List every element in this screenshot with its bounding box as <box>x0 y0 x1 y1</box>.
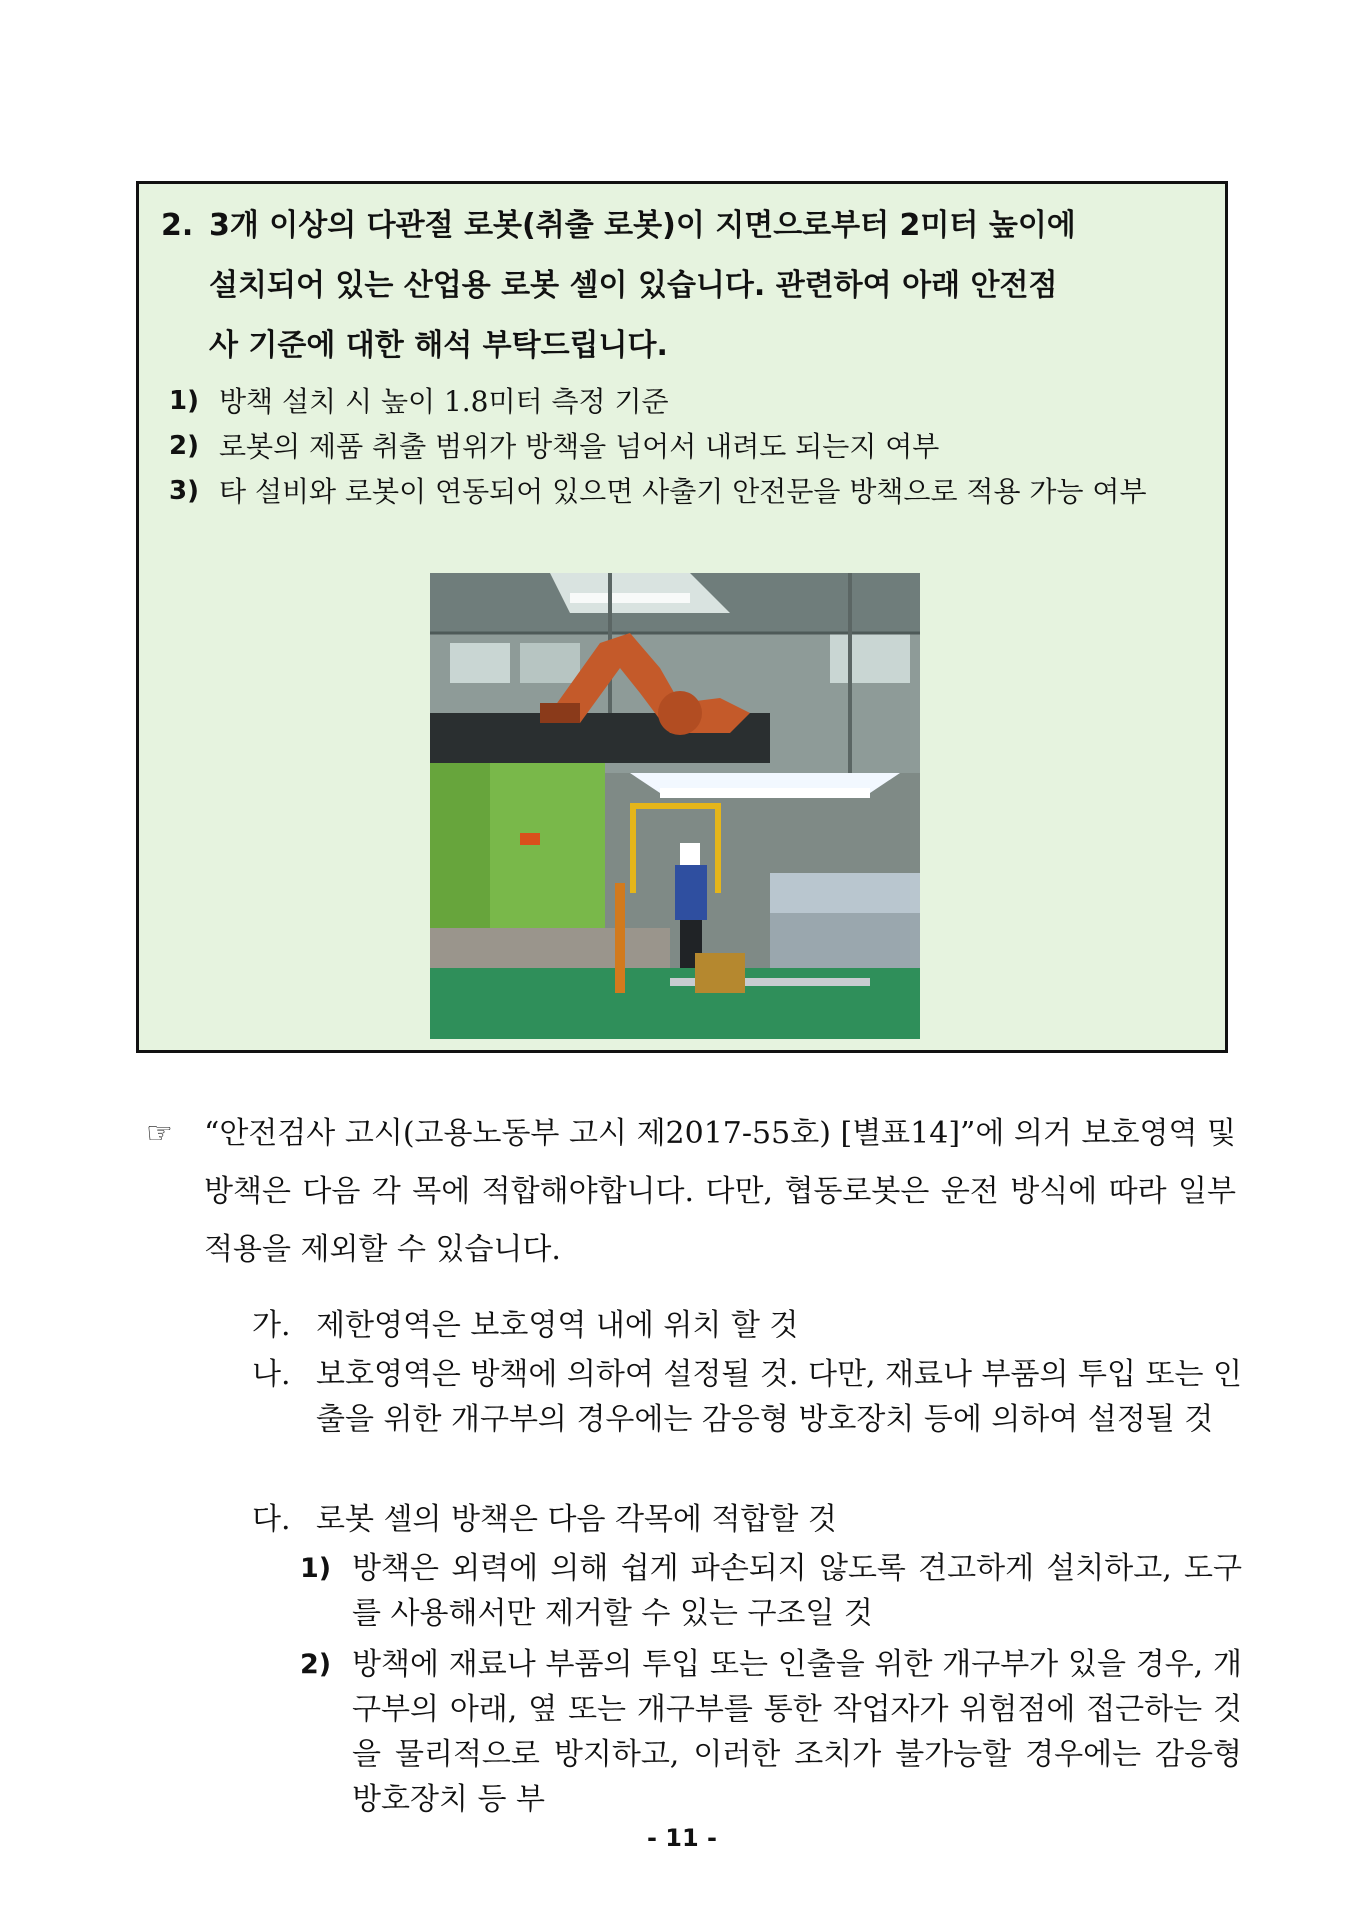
answer-subsubitem-text: 방책에 재료나 부품의 투입 또는 인출을 위한 개구부가 있을 경우, 개구부의 아래, 옆 또는 개구부를 통한 작업자가 위험점에 접근하는 것을 물리적으로 방지하고, 이러한 조치가 불가능할 경우에는 감응형 방호장치 등 부 <box>352 1647 1242 1817</box>
question-item <box>169 379 1209 424</box>
answer-subitem-label: 가. <box>252 1308 291 1343</box>
answer-subitem-text: 보호영역은 방책에 의하여 설정될 것. 다만, 재료나 부품의 투입 또는 인출을 위한 개구부의 경우에는 감응형 방호장치 등에 의하여 설정될 것 <box>316 1357 1242 1437</box>
answer-subitem <box>252 1352 1242 1442</box>
answer-subitem-label: 다. <box>252 1502 291 1537</box>
question-box <box>136 181 1228 1053</box>
question-title-line: 설치되어 있는 산업용 로봇 셀이 있습니다. 관련하여 아래 안전점 <box>209 268 1058 303</box>
answer-subsubitem-text: 방책은 외력에 의해 쉽게 파손되지 않도록 견고하게 설치하고, 도구를 사용해서만 제거할 수 있는 구조일 것 <box>352 1551 1242 1631</box>
answer-subsubitem-number: 1) <box>300 1553 332 1584</box>
answer-subsubitem <box>300 1546 1242 1636</box>
question-item <box>169 424 1209 469</box>
answer-intro-text: “안전검사 고시(고용노동부 고시 제2017-55호) [별표14]”에 의거 보호영역 및 방책은 다음 각 목에 적합해야합니다. 다만, 협동로봇은 운전 방식에 따라 일부 적용을 제외할 수 있습니다. <box>204 1116 1236 1267</box>
answer-section <box>146 1105 1236 1279</box>
page-number: - 11 - <box>646 1824 718 1852</box>
answer-intro <box>146 1105 1236 1279</box>
question-item-number: 2) <box>169 431 199 461</box>
question-title <box>161 196 1201 376</box>
question-items <box>169 379 1209 514</box>
question-item-text: 타 설비와 로봇이 연동되어 있으면 사출기 안전문을 방책으로 적용 가능 여부 <box>219 475 1147 508</box>
answer-subitem <box>252 1303 1242 1348</box>
question-item-number: 3) <box>169 476 199 506</box>
question-number: 2. <box>161 208 194 243</box>
question-item <box>169 469 1209 514</box>
answer-subitem-text: 제한영역은 보호영역 내에 위치 할 것 <box>316 1308 799 1343</box>
question-item-text: 방책 설치 시 높이 1.8미터 측정 기준 <box>219 385 669 418</box>
answer-subitem-label: 나. <box>252 1357 291 1392</box>
answer-subsubitem <box>300 1642 1242 1822</box>
question-title-line: 3개 이상의 다관절 로봇(취출 로봇)이 지면으로부터 2미터 높이에 <box>209 208 1076 243</box>
pointing-hand-icon: ☞ <box>146 1116 173 1151</box>
question-item-number: 1) <box>169 386 199 416</box>
question-item-text: 로봇의 제품 취출 범위가 방책을 넘어서 내려도 되는지 여부 <box>219 430 940 463</box>
answer-subitem <box>252 1497 1242 1542</box>
robot-cell-photo <box>430 573 920 1039</box>
question-title-line: 사 기준에 대한 해석 부탁드립니다. <box>209 328 668 363</box>
answer-subitem-text: 로봇 셀의 방책은 다음 각목에 적합할 것 <box>316 1502 837 1537</box>
answer-subsubitem-number: 2) <box>300 1649 332 1680</box>
